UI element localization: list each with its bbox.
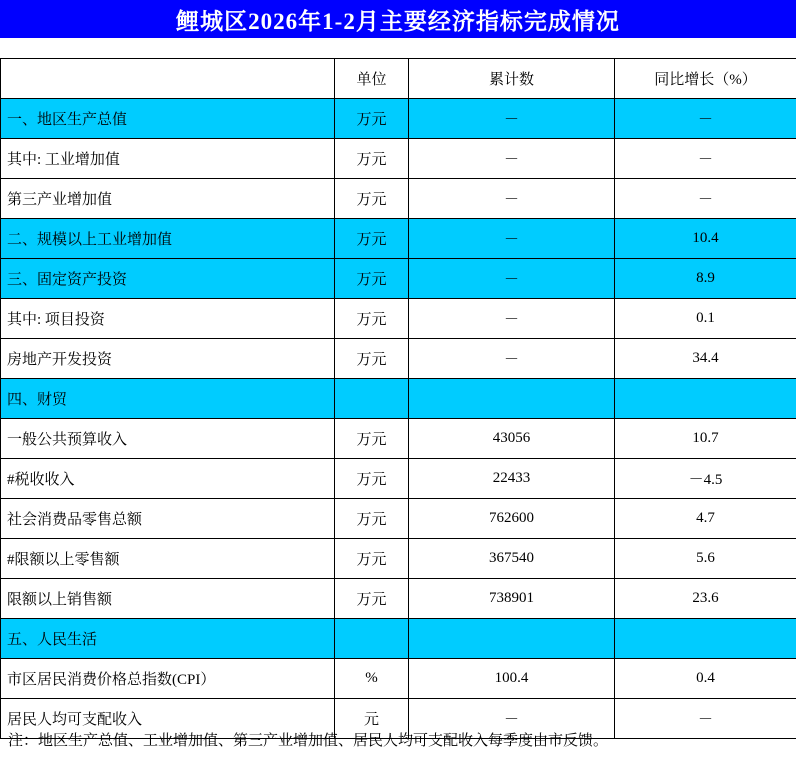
table-header-row [1,59,796,99]
table-row [1,99,796,139]
indicators-table-container [0,58,796,739]
indicators-table [0,58,796,739]
indicator-unit: 万元 [335,179,409,219]
indicator-growth: 8.9 [615,259,796,299]
indicator-unit: 万元 [335,499,409,539]
table-row [1,419,796,459]
indicator-unit: 元 [335,699,409,739]
indicator-growth: 23.6 [615,579,796,619]
indicator-name: 限额以上销售额 [1,579,335,619]
indicator-value: 367540 [409,539,615,579]
indicator-value [409,379,615,419]
indicator-name: 房地产开发投资 [1,339,335,379]
indicator-unit: 万元 [335,459,409,499]
indicator-unit: 万元 [335,539,409,579]
indicator-growth: 34.4 [615,339,796,379]
indicator-value: 100.4 [409,659,615,699]
table-row [1,619,796,659]
indicator-name: 二、规模以上工业增加值 [1,219,335,259]
indicator-name: 五、人民生活 [1,619,335,659]
table-row [1,539,796,579]
header-cell-value: 累计数 [409,59,615,99]
indicator-growth: － [615,179,796,219]
indicator-name: 第三产业增加值 [1,179,335,219]
indicator-unit: 万元 [335,579,409,619]
indicator-growth: － [615,699,796,739]
table-row [1,579,796,619]
indicator-name: #限额以上零售额 [1,539,335,579]
indicator-name: 其中: 项目投资 [1,299,335,339]
indicator-unit: 万元 [335,299,409,339]
indicator-unit: 万元 [335,419,409,459]
footnote: 注：地区生产总值、工业增加值、第三产业增加值、居民人均可支配收入每季度由市反馈。 [8,733,609,749]
indicator-unit: 万元 [335,139,409,179]
indicator-value: － [409,339,615,379]
indicator-value: － [409,259,615,299]
indicator-value: － [409,219,615,259]
indicator-value: － [409,179,615,219]
indicator-growth: 10.7 [615,419,796,459]
table-row [1,299,796,339]
indicator-name: 居民人均可支配收入 [1,699,335,739]
indicator-name: #税收收入 [1,459,335,499]
table-row [1,259,796,299]
indicator-unit: 万元 [335,339,409,379]
table-row [1,339,796,379]
indicator-value: － [409,699,615,739]
indicator-unit [335,619,409,659]
table-row [1,659,796,699]
indicator-name: 社会消费品零售总额 [1,499,335,539]
indicator-value: 738901 [409,579,615,619]
table-row [1,499,796,539]
indicator-unit: 万元 [335,259,409,299]
indicator-growth: 4.7 [615,499,796,539]
indicator-name: 一、地区生产总值 [1,99,335,139]
table-row [1,459,796,499]
indicator-unit: % [335,659,409,699]
indicator-growth: － [615,139,796,179]
indicator-unit [335,379,409,419]
indicator-name: 一般公共预算收入 [1,419,335,459]
header-cell-growth: 同比增长（%） [615,59,796,99]
indicator-name: 三、固定资产投资 [1,259,335,299]
page-title-bar [0,0,796,38]
header-cell-name [1,59,335,99]
indicator-name: 市区居民消费价格总指数(CPI） [1,659,335,699]
indicator-growth: 10.4 [615,219,796,259]
indicator-value: － [409,99,615,139]
indicator-value: － [409,299,615,339]
table-row [1,379,796,419]
header-cell-unit: 单位 [335,59,409,99]
indicator-growth: 0.1 [615,299,796,339]
indicator-name: 四、财贸 [1,379,335,419]
table-row [1,139,796,179]
indicator-growth: 5.6 [615,539,796,579]
indicator-name: 其中: 工业增加值 [1,139,335,179]
indicator-value: － [409,139,615,179]
page-title: 鲤城区2026年1-2月主要经济指标完成情况 [176,8,620,34]
indicator-growth: －4.5 [615,459,796,499]
indicator-growth: － [615,99,796,139]
table-row [1,179,796,219]
indicator-value [409,619,615,659]
table-row [1,219,796,259]
indicator-value: 762600 [409,499,615,539]
indicator-unit: 万元 [335,99,409,139]
indicator-growth [615,619,796,659]
indicator-growth [615,379,796,419]
indicator-value: 22433 [409,459,615,499]
indicator-growth: 0.4 [615,659,796,699]
indicator-value: 43056 [409,419,615,459]
indicator-unit: 万元 [335,219,409,259]
